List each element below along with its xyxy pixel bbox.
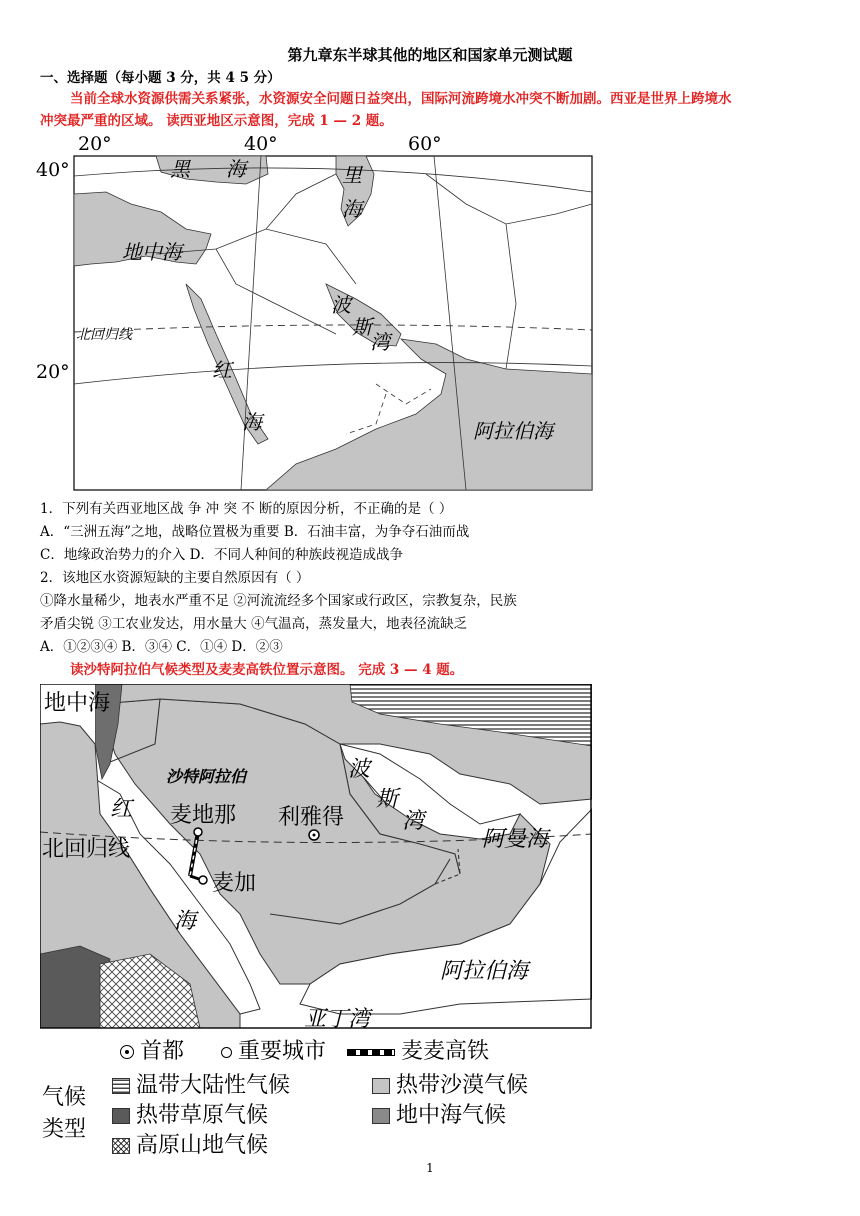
saudi-label: 沙特阿拉伯 <box>166 767 247 786</box>
legend-savanna-label: 热带草原气候 <box>136 1103 269 1128</box>
intro-paragraph-1-line-1: 当前全球水资源供需关系紧张，水资源安全问题日益突出，国际河流跨境水冲突不断加剧。西亚是世界上跨境水 <box>70 91 732 107</box>
lat-label-40: 40° <box>36 159 70 181</box>
legend-temperate-label: 温带大陆性气候 <box>136 1073 291 1098</box>
question-2-items-line-1: ①降水量稀少，地表水严重不足 ②河流流经多个国家或行政区，宗教复杂，民族 <box>40 593 517 609</box>
temperate-swatch-icon <box>112 1078 130 1094</box>
legend-temperate <box>112 1068 290 1099</box>
highland-swatch-icon <box>112 1138 130 1154</box>
legend-mediterranean-label: 地中海气候 <box>396 1103 507 1128</box>
medina-label: 麦地那 <box>170 803 237 828</box>
caspian-label-1: 里 <box>342 163 362 187</box>
red-sea-label-1: 红 <box>110 797 133 822</box>
railway-icon <box>347 1049 395 1056</box>
question-2-options: A．①②③④ B．③④ C．①④ D．②③ <box>40 639 283 655</box>
legend-climate-title-1: 气候 <box>42 1085 87 1110</box>
persian-gulf-label-1: 波 <box>331 293 351 317</box>
legend-city-label: 重要城市 <box>238 1039 327 1064</box>
aden-gulf-label: 亚丁湾 <box>304 1007 371 1030</box>
persian-gulf-label-1: 波 <box>348 757 371 782</box>
page-number: 1 <box>426 1161 434 1175</box>
legend-desert <box>372 1068 528 1099</box>
legend-savanna <box>112 1098 268 1129</box>
legend-highland <box>112 1128 268 1159</box>
arabian-sea-label: 阿拉伯海 <box>473 419 553 443</box>
question-2-items-line-2: 矛盾尖锐 ③工农业发达，用水量大 ④气温高，蒸发量大，地表径流缺乏 <box>40 616 468 632</box>
savanna-swatch-icon <box>112 1108 130 1124</box>
question-1-options-ab: A．“三洲五海”之地，战略位置极为重要 B．石油丰富，为争夺石油而战 <box>40 524 470 540</box>
city-icon <box>221 1047 232 1058</box>
red-sea-label-2: 海 <box>242 410 262 434</box>
persian-gulf-label-3: 湾 <box>370 330 390 354</box>
lon-label-60: 60° <box>408 134 442 155</box>
red-sea-label-2: 海 <box>174 909 197 934</box>
question-1: 1．下列有关西亚地区战 争 冲 突 不 断的原因分析，不正确的是（ ） <box>40 501 453 517</box>
legend-highland-label: 高原山地气候 <box>136 1133 269 1158</box>
black-sea-label-1: 黑 <box>170 157 190 181</box>
west-asia-map <box>36 134 596 494</box>
persian-gulf-label-2: 斯 <box>352 315 372 339</box>
intro-paragraph-2: 读沙特阿拉伯气候类型及麦麦高铁位置示意图。 完成 3 — 4 题。 <box>70 662 464 678</box>
tropic-label: 北回归线 <box>42 837 131 862</box>
question-1-options-cd: C．地缘政治势力的介入 D．不同人种间的种族歧视造成战争 <box>40 547 403 563</box>
lat-label-20: 20° <box>36 361 70 383</box>
arabian-sea-label: 阿拉伯海 <box>440 959 529 984</box>
mediterranean-label: 地中海 <box>44 691 111 716</box>
persian-gulf-label-3: 湾 <box>402 809 425 834</box>
legend-capital-label: 首都 <box>140 1039 185 1064</box>
legend-railway-label: 麦麦高铁 <box>401 1039 490 1064</box>
legend-climate-title-2: 类型 <box>42 1117 87 1142</box>
section-heading: 一、选择题（每小题 3 分，共 4 5 分） <box>40 70 281 86</box>
black-sea-label-2: 海 <box>226 157 246 181</box>
saudi-arabia-map <box>40 684 592 1030</box>
oman-sea-label: 阿曼海 <box>482 827 549 852</box>
page-title: 第九章东半球其他的地区和国家单元测试题 <box>287 46 573 64</box>
red-sea-label-1: 红 <box>212 358 232 382</box>
tropic-label: 北回归线 <box>76 327 132 343</box>
mecca-label: 麦加 <box>212 871 257 896</box>
caspian-label-2: 海 <box>342 197 362 221</box>
mediterranean-label: 地中海 <box>122 240 182 264</box>
persian-gulf-label-2: 斯 <box>376 787 399 812</box>
legend-desert-label: 热带沙漠气候 <box>396 1073 529 1098</box>
riyadh-label: 利雅得 <box>278 805 345 830</box>
intro-paragraph-1-line-2: 冲突最严重的区域。 读西亚地区示意图，完成 1 — 2 题。 <box>40 113 393 129</box>
mediterranean-swatch-icon <box>372 1108 390 1124</box>
capital-icon <box>120 1045 134 1059</box>
legend-mediterranean <box>372 1098 506 1129</box>
question-2: 2．该地区水资源短缺的主要自然原因有（ ） <box>40 570 310 586</box>
legend-row-symbols <box>120 1034 489 1065</box>
lon-label-20: 20° <box>78 134 112 155</box>
desert-swatch-icon <box>372 1078 390 1094</box>
lon-label-40: 40° <box>244 134 278 155</box>
